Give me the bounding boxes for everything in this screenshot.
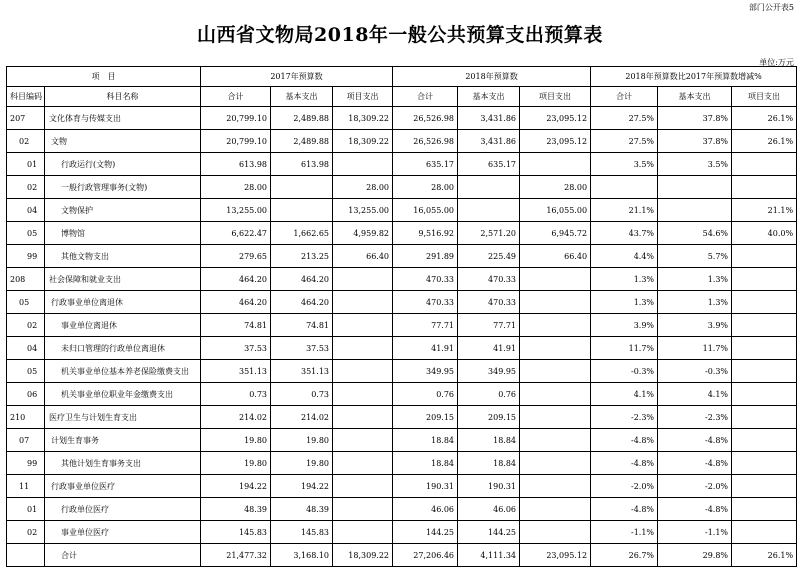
header-change-total: 合计 [591, 87, 658, 107]
cell-change-basic: -2.3% [658, 406, 732, 429]
cell-change-project: 26.1% [732, 130, 797, 153]
cell-2018-basic: 190.31 [458, 475, 520, 498]
table-row [7, 291, 797, 314]
cell-change-project [732, 452, 797, 475]
cell-change-basic: 3.5% [658, 153, 732, 176]
cell-2017-basic: 213.25 [271, 245, 333, 268]
cell-2018-project [520, 452, 591, 475]
cell-change-basic: -4.8% [658, 498, 732, 521]
subject-name: 行政单位医疗 [45, 498, 201, 521]
cell-change-basic: 1.3% [658, 291, 732, 314]
cell-change-total: 11.7% [591, 337, 658, 360]
subject-name: 文物保护 [45, 199, 201, 222]
cell-change-total [591, 176, 658, 199]
cell-change-project [732, 475, 797, 498]
cell-2018-basic: 225.49 [458, 245, 520, 268]
total-row [7, 544, 797, 567]
cell-2017-basic: 464.20 [271, 291, 333, 314]
cell-change-project [732, 337, 797, 360]
cell-2017-project [333, 452, 393, 475]
table-row [7, 383, 797, 406]
cell-2018-basic: 144.25 [458, 521, 520, 544]
cell-2017-basic: 48.39 [271, 498, 333, 521]
cell-2017-total: 613.98 [201, 153, 271, 176]
cell-2017-basic: 351.13 [271, 360, 333, 383]
cell-2018-total: 28.00 [393, 176, 458, 199]
subject-name: 其他文物支出 [45, 245, 201, 268]
cell-2017-project: 18,309.22 [333, 107, 393, 130]
header-2017-total: 合计 [201, 87, 271, 107]
cell-2018-total: 41.91 [393, 337, 458, 360]
table-row [7, 153, 797, 176]
cell-2018-total: 77.71 [393, 314, 458, 337]
cell-change-total: -2.0% [591, 475, 658, 498]
cell-change-total: 3.9% [591, 314, 658, 337]
cell-change-project [732, 360, 797, 383]
subject-code: 05 [7, 291, 45, 314]
cell-2017-project: 4,959.82 [333, 222, 393, 245]
cell-change-basic: -1.1% [658, 521, 732, 544]
cell-2017-basic [271, 199, 333, 222]
cell-2018-project [520, 337, 591, 360]
cell-2018-project: 23,095.12 [520, 130, 591, 153]
cell-2018-total: 349.95 [393, 360, 458, 383]
cell-change-project: 40.0% [732, 222, 797, 245]
subject-code: 07 [7, 429, 45, 452]
subject-code: 02 [7, 314, 45, 337]
table-row [7, 245, 797, 268]
cell-2018-project [520, 521, 591, 544]
cell-2018-total: 26,526.98 [393, 107, 458, 130]
cell-2017-project: 18,309.22 [333, 544, 393, 567]
cell-2017-total: 20,799.10 [201, 107, 271, 130]
subject-name: 文化体育与传媒支出 [45, 107, 201, 130]
subject-name: 计划生育事务 [45, 429, 201, 452]
cell-2018-project: 16,055.00 [520, 199, 591, 222]
cell-2017-basic: 2,489.88 [271, 107, 333, 130]
cell-2017-basic: 19.80 [271, 429, 333, 452]
cell-2018-basic: 470.33 [458, 291, 520, 314]
cell-2017-total: 37.53 [201, 337, 271, 360]
cell-2017-total: 48.39 [201, 498, 271, 521]
header-change-group: 2018年预算数比2017年预算数增减% [591, 67, 797, 87]
cell-2018-total: 470.33 [393, 268, 458, 291]
subject-code [7, 544, 45, 567]
subject-code: 99 [7, 452, 45, 475]
cell-2017-total: 19.80 [201, 452, 271, 475]
cell-2017-project [333, 521, 393, 544]
table-row [7, 107, 797, 130]
subject-name: 博物馆 [45, 222, 201, 245]
cell-2018-total: 27,206.46 [393, 544, 458, 567]
subject-code: 04 [7, 199, 45, 222]
subject-name: 文物 [45, 130, 201, 153]
cell-change-total: 21.1% [591, 199, 658, 222]
cell-change-basic [658, 176, 732, 199]
cell-2018-basic: 18.84 [458, 429, 520, 452]
cell-2018-basic: 2,571.20 [458, 222, 520, 245]
cell-change-project [732, 314, 797, 337]
cell-2018-total: 209.15 [393, 406, 458, 429]
cell-2017-project: 18,309.22 [333, 130, 393, 153]
cell-2018-project [520, 406, 591, 429]
cell-2017-basic: 74.81 [271, 314, 333, 337]
header-change-project: 项目支出 [732, 87, 797, 107]
cell-2017-total: 279.65 [201, 245, 271, 268]
header-2017-group: 2017年预算数 [201, 67, 393, 87]
cell-2017-basic: 1,662.65 [271, 222, 333, 245]
cell-change-total: 1.3% [591, 291, 658, 314]
cell-change-total: -4.8% [591, 429, 658, 452]
table-row [7, 222, 797, 245]
cell-2017-basic [271, 176, 333, 199]
cell-change-basic: 3.9% [658, 314, 732, 337]
cell-2017-total: 194.22 [201, 475, 271, 498]
table-row [7, 199, 797, 222]
cell-2017-basic: 145.83 [271, 521, 333, 544]
cell-2018-project [520, 291, 591, 314]
cell-change-total: -4.8% [591, 498, 658, 521]
subject-code: 02 [7, 521, 45, 544]
cell-2018-basic: 3,431.86 [458, 107, 520, 130]
cell-2018-project [520, 475, 591, 498]
cell-2018-total: 46.06 [393, 498, 458, 521]
cell-change-project [732, 429, 797, 452]
cell-2018-total: 18.84 [393, 429, 458, 452]
cell-2017-project [333, 383, 393, 406]
cell-2017-basic: 37.53 [271, 337, 333, 360]
cell-2017-total: 21,477.32 [201, 544, 271, 567]
subject-code: 05 [7, 222, 45, 245]
cell-change-project [732, 406, 797, 429]
cell-2017-project: 13,255.00 [333, 199, 393, 222]
cell-change-basic: 4.1% [658, 383, 732, 406]
page-title: 山西省文物局2018年一般公共预算支出预算表 [197, 24, 603, 46]
cell-2017-total: 20,799.10 [201, 130, 271, 153]
subject-name: 一般行政管理事务(文物) [45, 176, 201, 199]
cell-2017-total: 214.02 [201, 406, 271, 429]
cell-change-basic [658, 199, 732, 222]
cell-2018-project: 6,945.72 [520, 222, 591, 245]
cell-2017-project [333, 153, 393, 176]
cell-2018-total: 16,055.00 [393, 199, 458, 222]
cell-change-total: 1.3% [591, 268, 658, 291]
cell-2018-basic: 635.17 [458, 153, 520, 176]
cell-2017-project [333, 498, 393, 521]
cell-2017-total: 6,622.47 [201, 222, 271, 245]
cell-2018-basic [458, 176, 520, 199]
cell-change-basic: -2.0% [658, 475, 732, 498]
cell-2018-basic: 41.91 [458, 337, 520, 360]
cell-2018-total: 18.84 [393, 452, 458, 475]
subject-name: 未归口管理的行政单位离退休 [45, 337, 201, 360]
table-row [7, 337, 797, 360]
cell-2018-basic: 470.33 [458, 268, 520, 291]
cell-change-project: 21.1% [732, 199, 797, 222]
cell-2018-project [520, 268, 591, 291]
header-2018-total: 合计 [393, 87, 458, 107]
cell-2018-project: 28.00 [520, 176, 591, 199]
cell-2017-total: 351.13 [201, 360, 271, 383]
cell-2017-project [333, 429, 393, 452]
cell-2018-project [520, 153, 591, 176]
cell-2017-basic: 19.80 [271, 452, 333, 475]
cell-2018-total: 470.33 [393, 291, 458, 314]
cell-2018-basic: 18.84 [458, 452, 520, 475]
table-row [7, 429, 797, 452]
cell-2017-total: 464.20 [201, 268, 271, 291]
subject-code: 05 [7, 360, 45, 383]
cell-2017-project: 66.40 [333, 245, 393, 268]
subject-code: 208 [7, 268, 45, 291]
cell-2017-project [333, 268, 393, 291]
cell-2017-total: 145.83 [201, 521, 271, 544]
subject-name: 行政运行(文物) [45, 153, 201, 176]
cell-change-project [732, 521, 797, 544]
cell-2018-project [520, 429, 591, 452]
cell-2018-total: 9,516.92 [393, 222, 458, 245]
header-project: 项 目 [7, 67, 201, 87]
form-number: 部门公开表5 [748, 3, 794, 12]
header-change-basic: 基本支出 [658, 87, 732, 107]
table-row [7, 406, 797, 429]
cell-2018-project [520, 360, 591, 383]
table-row [7, 176, 797, 199]
subject-name: 事业单位医疗 [45, 521, 201, 544]
header-2017-basic: 基本支出 [271, 87, 333, 107]
cell-change-basic: 5.7% [658, 245, 732, 268]
cell-change-basic: 11.7% [658, 337, 732, 360]
cell-change-total: 27.5% [591, 107, 658, 130]
cell-2017-basic: 613.98 [271, 153, 333, 176]
subject-name: 行政事业单位离退休 [45, 291, 201, 314]
table-row [7, 452, 797, 475]
cell-change-project [732, 291, 797, 314]
subject-name: 医疗卫生与计划生育支出 [45, 406, 201, 429]
cell-2018-basic: 46.06 [458, 498, 520, 521]
subject-name: 机关事业单位职业年金缴费支出 [45, 383, 201, 406]
header-code: 科目编码 [7, 87, 45, 107]
subject-code: 207 [7, 107, 45, 130]
cell-2018-basic [458, 199, 520, 222]
cell-2018-total: 190.31 [393, 475, 458, 498]
cell-2017-project [333, 475, 393, 498]
cell-change-basic: 54.6% [658, 222, 732, 245]
cell-2017-basic: 194.22 [271, 475, 333, 498]
cell-2017-total: 464.20 [201, 291, 271, 314]
budget-table [6, 66, 797, 567]
cell-2017-project [333, 314, 393, 337]
cell-change-basic: 37.8% [658, 107, 732, 130]
table-row [7, 314, 797, 337]
cell-change-total: 4.4% [591, 245, 658, 268]
cell-2018-basic: 0.76 [458, 383, 520, 406]
table-row [7, 498, 797, 521]
subject-name: 社会保障和就业支出 [45, 268, 201, 291]
cell-2017-project [333, 337, 393, 360]
cell-2018-basic: 3,431.86 [458, 130, 520, 153]
cell-change-total: -1.1% [591, 521, 658, 544]
cell-change-basic: -4.8% [658, 429, 732, 452]
subject-name: 事业单位离退休 [45, 314, 201, 337]
subject-code: 01 [7, 153, 45, 176]
cell-2018-basic: 77.71 [458, 314, 520, 337]
cell-2018-project [520, 314, 591, 337]
subject-code: 02 [7, 130, 45, 153]
cell-2017-basic: 214.02 [271, 406, 333, 429]
cell-2018-basic: 349.95 [458, 360, 520, 383]
cell-2018-basic: 4,111.34 [458, 544, 520, 567]
subject-name: 其他计划生育事务支出 [45, 452, 201, 475]
cell-2017-basic: 0.73 [271, 383, 333, 406]
table-row [7, 268, 797, 291]
unit-label: 单位:万元 [759, 58, 794, 67]
cell-2018-total: 26,526.98 [393, 130, 458, 153]
cell-2017-basic: 3,168.10 [271, 544, 333, 567]
cell-2017-project [333, 291, 393, 314]
cell-change-total: 3.5% [591, 153, 658, 176]
cell-2017-total: 0.73 [201, 383, 271, 406]
header-2018-project: 项目支出 [520, 87, 591, 107]
subject-code: 210 [7, 406, 45, 429]
cell-2017-basic: 464.20 [271, 268, 333, 291]
cell-2018-project [520, 383, 591, 406]
header-2018-basic: 基本支出 [458, 87, 520, 107]
cell-2018-project: 66.40 [520, 245, 591, 268]
cell-2017-total: 19.80 [201, 429, 271, 452]
cell-2018-total: 291.89 [393, 245, 458, 268]
cell-change-total: -0.3% [591, 360, 658, 383]
cell-2018-total: 144.25 [393, 521, 458, 544]
subject-code: 01 [7, 498, 45, 521]
cell-change-basic: -0.3% [658, 360, 732, 383]
cell-change-project [732, 245, 797, 268]
table-row [7, 360, 797, 383]
cell-change-total: 43.7% [591, 222, 658, 245]
cell-2018-project [520, 498, 591, 521]
cell-2017-basic: 2,489.88 [271, 130, 333, 153]
subject-code: 04 [7, 337, 45, 360]
cell-2017-total: 13,255.00 [201, 199, 271, 222]
cell-2017-total: 74.81 [201, 314, 271, 337]
cell-2017-total: 28.00 [201, 176, 271, 199]
cell-change-basic: 29.8% [658, 544, 732, 567]
table-row [7, 130, 797, 153]
cell-2018-total: 635.17 [393, 153, 458, 176]
table-row [7, 475, 797, 498]
cell-change-project: 26.1% [732, 107, 797, 130]
cell-change-basic: -4.8% [658, 452, 732, 475]
cell-change-project [732, 153, 797, 176]
cell-change-basic: 1.3% [658, 268, 732, 291]
cell-change-basic: 37.8% [658, 130, 732, 153]
header-2018-group: 2018年预算数 [393, 67, 591, 87]
subject-name: 机关事业单位基本养老保险缴费支出 [45, 360, 201, 383]
subject-code: 06 [7, 383, 45, 406]
cell-change-total: 4.1% [591, 383, 658, 406]
subject-code: 11 [7, 475, 45, 498]
cell-2018-project: 23,095.12 [520, 107, 591, 130]
cell-change-project [732, 268, 797, 291]
subject-code: 02 [7, 176, 45, 199]
subject-name: 合计 [45, 544, 201, 567]
subject-name: 行政事业单位医疗 [45, 475, 201, 498]
cell-2018-total: 0.76 [393, 383, 458, 406]
cell-2018-project: 23,095.12 [520, 544, 591, 567]
cell-change-project: 26.1% [732, 544, 797, 567]
cell-change-total: -2.3% [591, 406, 658, 429]
cell-2017-project [333, 360, 393, 383]
cell-2017-project: 28.00 [333, 176, 393, 199]
cell-2017-project [333, 406, 393, 429]
table-row [7, 521, 797, 544]
cell-change-project [732, 383, 797, 406]
header-2017-project: 项目支出 [333, 87, 393, 107]
cell-change-project [732, 176, 797, 199]
cell-2018-basic: 209.15 [458, 406, 520, 429]
cell-change-project [732, 498, 797, 521]
cell-change-total: 27.5% [591, 130, 658, 153]
cell-change-total: 26.7% [591, 544, 658, 567]
subject-code: 99 [7, 245, 45, 268]
cell-change-total: -4.8% [591, 452, 658, 475]
header-name: 科目名称 [45, 87, 201, 107]
